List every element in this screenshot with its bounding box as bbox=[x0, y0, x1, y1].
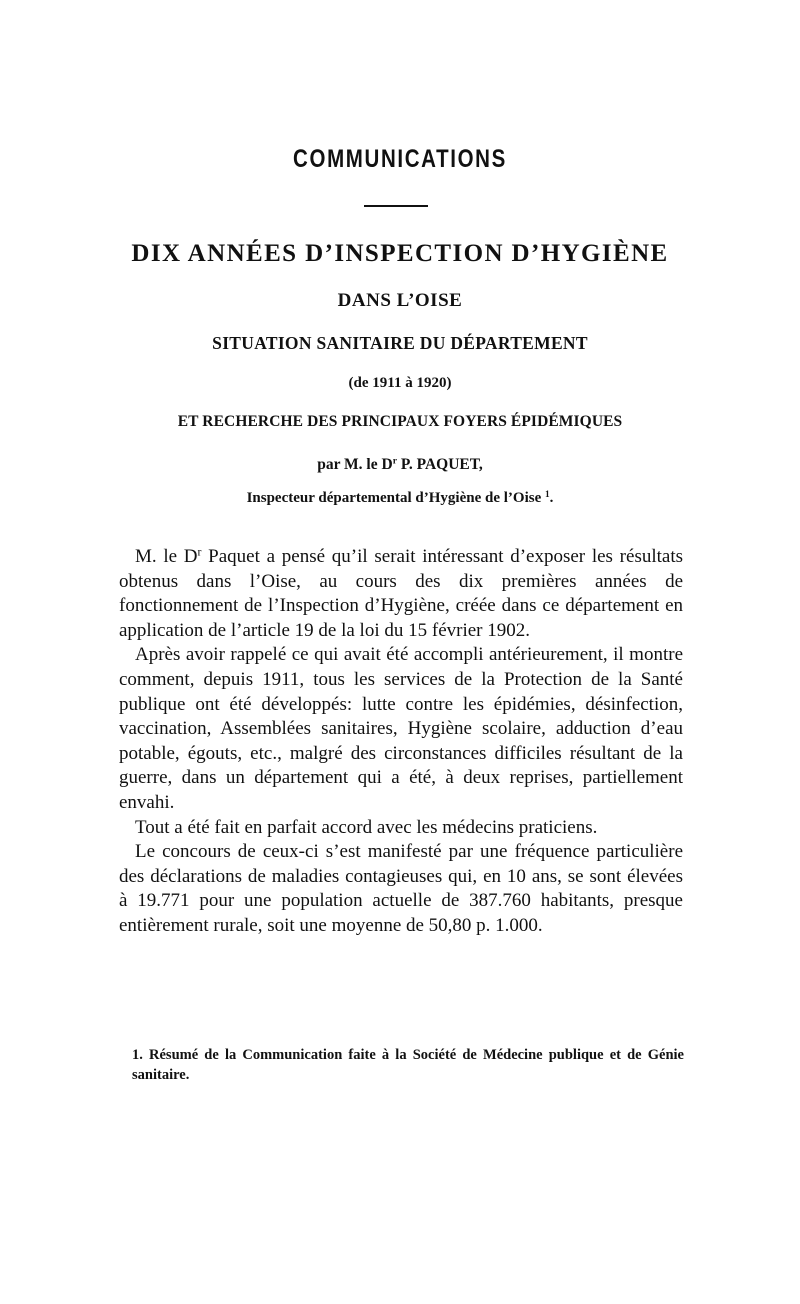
paragraph-4: Le concours de ceux-ci s’est manifesté par une fréquence particulière des déclarations de maladies contagieuses qui, en 10 ans, se sont élevées à 19.771 pour une population actuelle de 387.760 habitants, presque entièrement rurale, soit une moyenne de 50,80 p. 1.000. bbox=[119, 841, 683, 936]
subtitle-research: ET RECHERCHE DES PRINCIPAUX FOYERS ÉPIDÉMIQUES bbox=[177, 413, 623, 430]
paragraph-1 bbox=[119, 545, 683, 643]
article-body bbox=[119, 545, 683, 939]
title-rule bbox=[364, 205, 428, 207]
role-period: . bbox=[549, 490, 554, 506]
author-name: P. PAQUET, bbox=[396, 456, 483, 473]
author-line bbox=[0, 456, 800, 474]
author-role: Inspecteur départemental d’Hygiène de l’Oise bbox=[246, 490, 542, 506]
subtitle-situation: SITUATION SANITAIRE DU DÉPARTEMENT bbox=[212, 333, 588, 353]
article-title: DIX ANNÉES D’INSPECTION D’HYGIÈNE bbox=[131, 240, 669, 267]
footnote bbox=[132, 1045, 684, 1085]
paragraph-2: Après avoir rappelé ce qui avait été accompli antérieurement, il montre comment, depuis 1911, tous les services de la Protection de la Santé publique ont été développés: lutte contre les épidémies, désinfection, vaccination, Assemblées sanitaires, Hygiène scolaire, adduction d’eau potable, égouts, etc., malgré des circonstances difficiles résultant de la guerre, dans un département qui a été, à deux reprises, partiellement envahi. bbox=[119, 644, 683, 813]
subtitle-region: DANS L’OISE bbox=[337, 290, 463, 311]
footnote-mark: 1 bbox=[545, 489, 550, 500]
paragraph-3: Tout a été fait en parfait accord avec les médecins praticiens. bbox=[135, 816, 598, 838]
footnote-text: 1. Résumé de la Communication faite à la Société de Médecine publique et de Génie sanitaire. bbox=[132, 1047, 684, 1083]
paragraph-1-sup: r bbox=[197, 545, 202, 559]
paragraph-1-rest: Paquet a pensé qu’il serait intéressant d’exposer les résultats obtenus dans l’Oise, au cours des dix premières années de fonctionnement de l’Inspection d’Hygiène, créée dans ce département en application de l’article 19 de la loi du 15 février 1902. bbox=[119, 546, 683, 641]
paragraph-1-lead: M. le D bbox=[135, 546, 198, 567]
author-title-sup: r bbox=[392, 455, 397, 467]
section-heading: COMMUNICATIONS bbox=[293, 145, 507, 173]
author-prefix: par M. le D bbox=[317, 456, 393, 473]
subtitle-period: (de 1911 à 1920) bbox=[348, 375, 452, 391]
author-role-line bbox=[0, 490, 800, 507]
